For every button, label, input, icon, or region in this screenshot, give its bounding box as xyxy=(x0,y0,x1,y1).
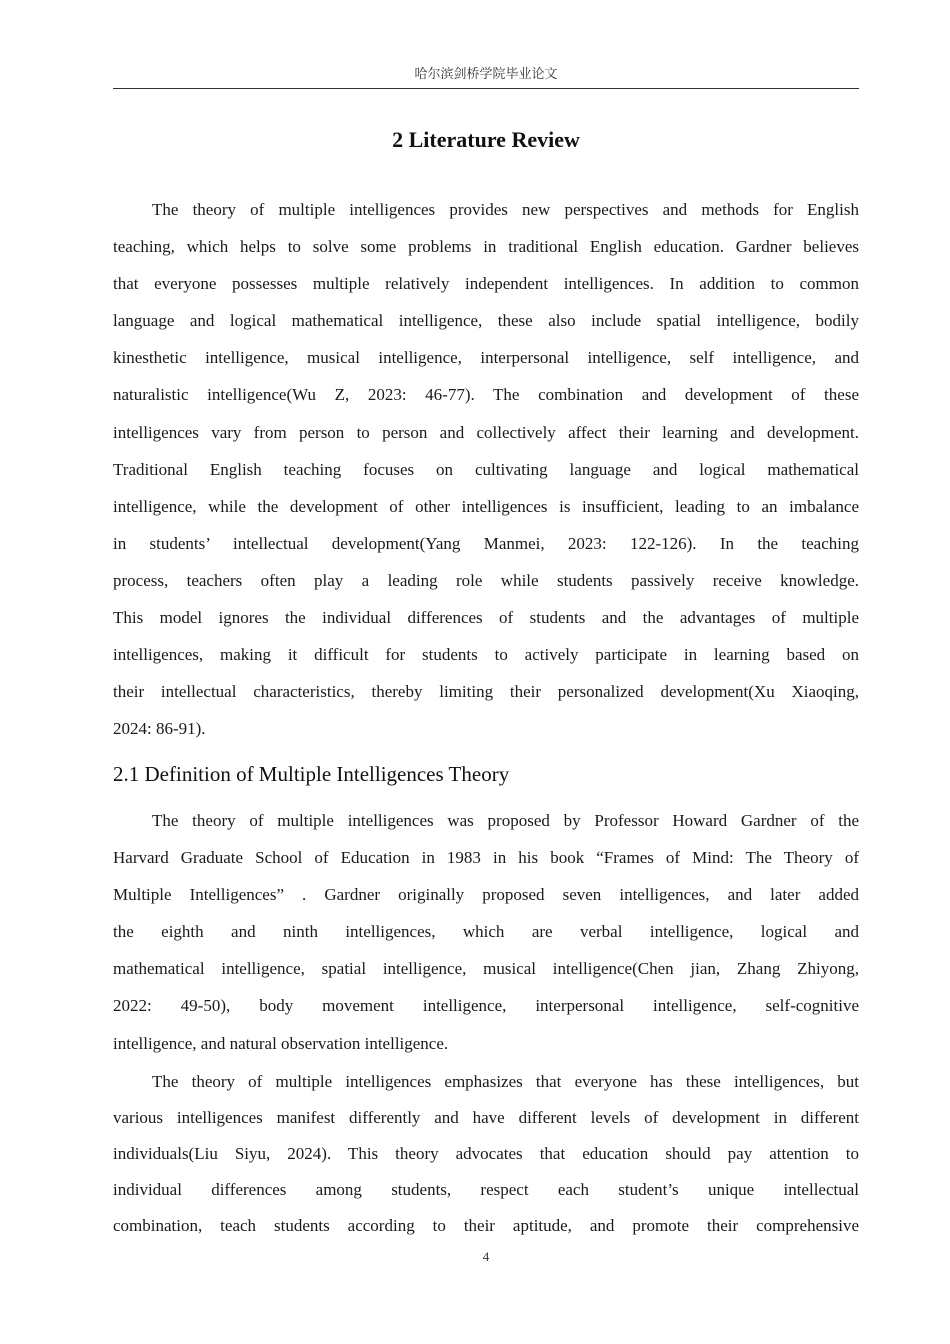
text-line: The theory of multiple intelligences provides new perspectives and methods for English xyxy=(152,200,859,219)
paragraph-intro xyxy=(113,199,859,755)
text-line: intelligence, and natural observation intelligence. xyxy=(113,1033,449,1053)
paragraph-emphasis xyxy=(113,1071,859,1251)
text-line: the eighth and ninth intelligences, which are verbal intelligence, logical and xyxy=(113,922,859,942)
page-number: 4 xyxy=(482,1249,490,1264)
text-line: teaching, which helps to solve some problems in traditional English education. Gardner believes xyxy=(113,237,859,257)
text-line: The theory of multiple intelligences emphasizes that everyone has these intelligences, but xyxy=(152,1072,859,1091)
text-line: Multiple Intelligences” . Gardner originally proposed seven intelligences, and later added xyxy=(113,885,859,905)
text-line: The theory of multiple intelligences was proposed by Professor Howard Gardner of the xyxy=(152,811,859,830)
text-line: intelligences, making it difficult for students to actively participate in learning based on xyxy=(113,645,859,665)
text-line: Traditional English teaching focuses on cultivating language and logical mathematical xyxy=(113,459,859,479)
text-line: mathematical intelligence, spatial intelligence, musical intelligence(Chen jian, Zhang Zhiyong, xyxy=(113,959,859,979)
text-line: intelligences vary from person to person and collectively affect their learning and development. xyxy=(113,422,859,442)
text-line: naturalistic intelligence(Wu Z, 2023: 46-77). The combination and development of these xyxy=(113,385,859,405)
text-line: 2024: 86-91). xyxy=(113,719,206,739)
text-line: process, teachers often play a leading role while students passively receive knowledge. xyxy=(113,570,859,590)
text-line: Harvard Graduate School of Education in 1983 in his book “Frames of Mind: The Theory of xyxy=(113,848,859,868)
text-line: individuals(Liu Siyu, 2024). This theory advocates that education should pay attention to xyxy=(113,1144,859,1163)
text-line: their intellectual characteristics, thereby limiting their personalized development(Xu Xiaoqing, xyxy=(113,682,859,702)
text-line: kinesthetic intelligence, musical intelligence, interpersonal intelligence, self intelligence, and xyxy=(113,348,859,368)
header-rule xyxy=(113,88,859,89)
paragraph-definition xyxy=(113,810,859,1070)
text-line: that everyone possesses multiple relatively independent intelligences. In addition to common xyxy=(113,274,859,294)
text-line: language and logical mathematical intelligence, these also include spatial intelligence, bodily xyxy=(113,311,859,331)
text-line: in students’ intellectual development(Yang Manmei, 2023: 122-126). In the teaching xyxy=(113,533,859,553)
text-line: various intelligences manifest differently and have different levels of development in different xyxy=(113,1108,859,1127)
running-header: 哈尔滨剑桥学院毕业论文 xyxy=(414,67,558,82)
text-line: intelligence, while the development of other intelligences is insufficient, leading to an imbalance xyxy=(113,496,859,516)
text-line: individual differences among students, respect each student’s unique intellectual xyxy=(113,1180,859,1199)
section-heading: 2.1 Definition of Multiple Intelligences Theory xyxy=(113,762,510,786)
chapter-title: 2 Literature Review xyxy=(392,127,580,152)
text-line: This model ignores the individual differences of students and the advantages of multiple xyxy=(113,608,859,628)
text-line: combination, teach students according to their aptitude, and promote their comprehensive xyxy=(113,1216,859,1235)
text-line: 2022: 49-50), body movement intelligence, interpersonal intelligence, self-cognitive xyxy=(113,996,859,1016)
